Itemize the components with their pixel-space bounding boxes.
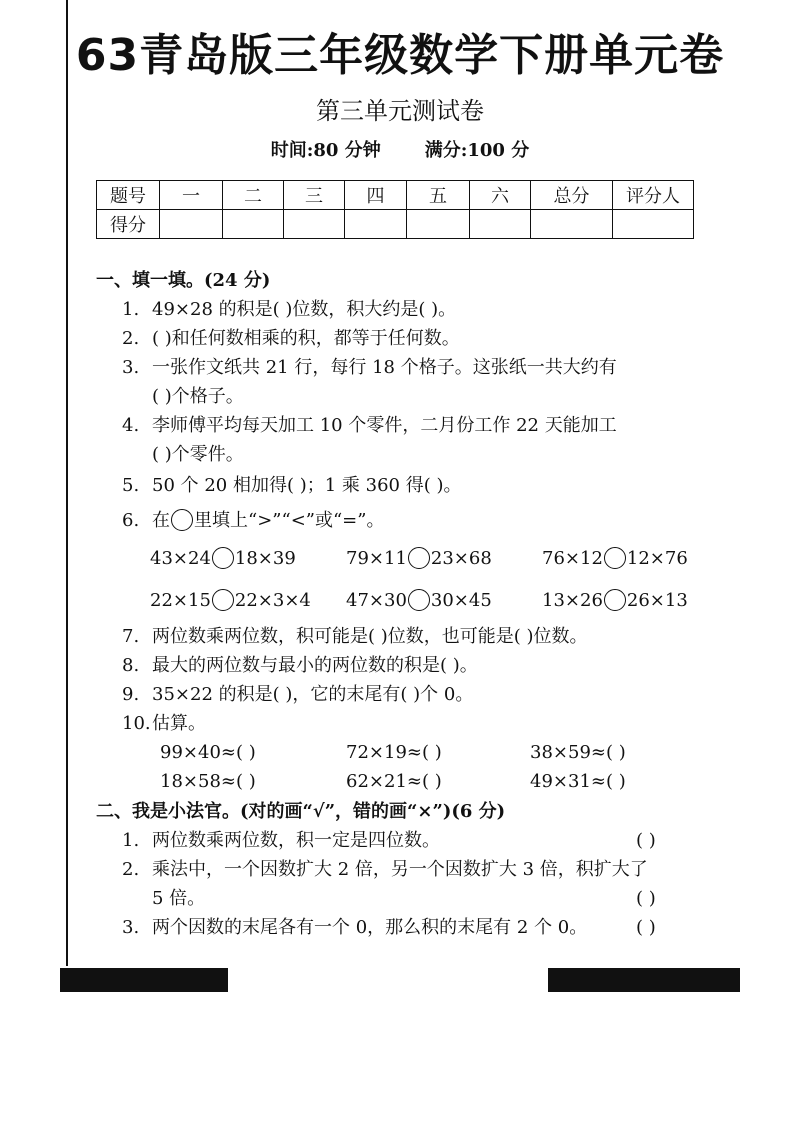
question-number: 3. <box>122 917 140 938</box>
compare-left: 43×24 <box>150 548 211 569</box>
score-blank[interactable] <box>223 210 284 239</box>
score-cell: 评分人 <box>613 181 694 210</box>
compare-right: 18×39 <box>234 548 296 569</box>
compare-circle[interactable] <box>604 547 626 569</box>
judge-answer-paren[interactable]: ( ) <box>636 830 656 851</box>
estimate-item: 72×19≈( ) <box>346 742 442 763</box>
compare-right: 26×13 <box>626 590 688 611</box>
question-4 <box>122 413 617 439</box>
judge-question-2-continued: 5 倍。 <box>152 888 206 909</box>
estimate-item: 62×21≈( ) <box>346 771 442 792</box>
question-text-before: 在 <box>152 510 170 531</box>
compare-item <box>542 588 688 614</box>
compare-left: 13×26 <box>542 590 603 611</box>
compare-right: 12×76 <box>626 548 688 569</box>
question-number: 10. <box>122 713 151 734</box>
section2-heading: 二、我是小法官。(对的画“√”，错的画“×”)(6 分) <box>96 801 506 822</box>
compare-left: 22×15 <box>150 590 211 611</box>
question-text: 估算。 <box>152 713 206 734</box>
score-cell: 六 <box>470 181 531 210</box>
compare-circle[interactable] <box>408 547 430 569</box>
question-text: 李师傅平均每天加工 10 个零件，二月份工作 22 天能加工 <box>152 415 617 436</box>
estimate-item: 99×40≈( ) <box>160 742 256 763</box>
question-3-continued: ( )个格子。 <box>152 386 244 407</box>
question-text: 两位数乘两位数，积一定是四位数。 <box>152 830 440 851</box>
compare-left: 79×11 <box>346 548 407 569</box>
score-blank[interactable] <box>345 210 407 239</box>
compare-circle[interactable] <box>212 547 234 569</box>
question-text: 49×28 的积是( )位数，积大约是( )。 <box>152 299 457 320</box>
question-number: 8. <box>122 655 140 676</box>
judge-answer-paren[interactable]: ( ) <box>636 888 656 909</box>
score-table-header-row <box>97 181 694 210</box>
circle-blank-icon <box>171 509 193 531</box>
score-blank[interactable] <box>407 210 470 239</box>
question-text: ( )和任何数相乘的积，都等于任何数。 <box>152 328 460 349</box>
question-10 <box>122 711 206 737</box>
compare-item <box>346 546 492 572</box>
score-cell: 总分 <box>531 181 613 210</box>
score-blank[interactable] <box>160 210 223 239</box>
score-cell: 三 <box>284 181 345 210</box>
compare-left: 76×12 <box>542 548 603 569</box>
compare-item <box>150 546 296 572</box>
footer-bar-left <box>60 968 228 992</box>
question-text: 两位数乘两位数，积可能是( )位数，也可能是( )位数。 <box>152 626 588 647</box>
score-table <box>96 180 694 239</box>
question-text: 一张作文纸共 21 行，每行 18 个格子。这张纸一共大约有 <box>152 357 617 378</box>
estimate-item: 18×58≈( ) <box>160 771 256 792</box>
question-1 <box>122 297 456 323</box>
compare-right: 22×3×4 <box>234 590 311 611</box>
question-number: 7. <box>122 626 140 647</box>
question-text: 两个因数的末尾各有一个 0，那么积的末尾有 2 个 0。 <box>152 917 588 938</box>
question-4-continued: ( )个零件。 <box>152 444 244 465</box>
question-7 <box>122 624 588 650</box>
question-text: 乘法中，一个因数扩大 2 倍，另一个因数扩大 3 倍，积扩大了 <box>152 859 648 880</box>
page-subtitle: 第三单元测试卷 <box>316 97 484 125</box>
compare-item <box>542 546 688 572</box>
question-number: 4. <box>122 415 140 436</box>
score-blank[interactable] <box>284 210 345 239</box>
question-text: 35×22 的积是( )，它的末尾有( )个 0。 <box>152 684 474 705</box>
score-blank[interactable] <box>531 210 613 239</box>
score-cell: 四 <box>345 181 407 210</box>
judge-question-2 <box>122 857 648 883</box>
question-text: 50 个 20 相加得( )；1 乘 360 得( )。 <box>152 475 462 496</box>
compare-circle[interactable] <box>408 589 430 611</box>
question-number: 1. <box>122 299 140 320</box>
score-cell: 五 <box>407 181 470 210</box>
score-blank[interactable] <box>470 210 531 239</box>
estimate-item: 49×31≈( ) <box>530 771 626 792</box>
question-number: 1. <box>122 830 140 851</box>
footer-bar-right <box>548 968 740 992</box>
estimate-item: 38×59≈( ) <box>530 742 626 763</box>
compare-right: 23×68 <box>430 548 492 569</box>
question-3 <box>122 355 617 381</box>
compare-left: 47×30 <box>346 590 407 611</box>
page-title: 63青岛版三年级数学下册单元卷 <box>75 30 725 81</box>
score-label: 满分:100 分 <box>424 140 530 161</box>
question-9 <box>122 682 473 708</box>
score-cell: 得分 <box>97 210 160 239</box>
question-number: 9. <box>122 684 140 705</box>
question-number: 6. <box>122 510 140 531</box>
score-cell: 一 <box>160 181 223 210</box>
compare-right: 30×45 <box>430 590 492 611</box>
question-number: 5. <box>122 475 140 496</box>
question-text: 最大的两位数与最小的两位数的积是( )。 <box>152 655 478 676</box>
compare-circle[interactable] <box>212 589 234 611</box>
section1-heading: 一、填一填。(24 分) <box>96 270 271 291</box>
compare-item <box>346 588 492 614</box>
exam-meta <box>0 138 800 164</box>
question-number: 3. <box>122 357 140 378</box>
score-table-score-row <box>97 210 694 239</box>
question-text-after: 里填上“>”“<”或“=”。 <box>194 510 385 531</box>
score-cell: 题号 <box>97 181 160 210</box>
question-number: 2. <box>122 328 140 349</box>
score-cell: 二 <box>223 181 284 210</box>
question-2 <box>122 326 460 352</box>
judge-answer-paren[interactable]: ( ) <box>636 917 656 938</box>
judge-question-1 <box>122 828 440 854</box>
question-5 <box>122 473 461 499</box>
question-number: 2. <box>122 859 140 880</box>
compare-circle[interactable] <box>604 589 626 611</box>
question-6 <box>122 508 384 534</box>
compare-item <box>150 588 311 614</box>
question-8 <box>122 653 478 679</box>
time-label: 时间:80 分钟 <box>270 140 381 161</box>
judge-question-3 <box>122 915 587 941</box>
score-blank[interactable] <box>613 210 694 239</box>
